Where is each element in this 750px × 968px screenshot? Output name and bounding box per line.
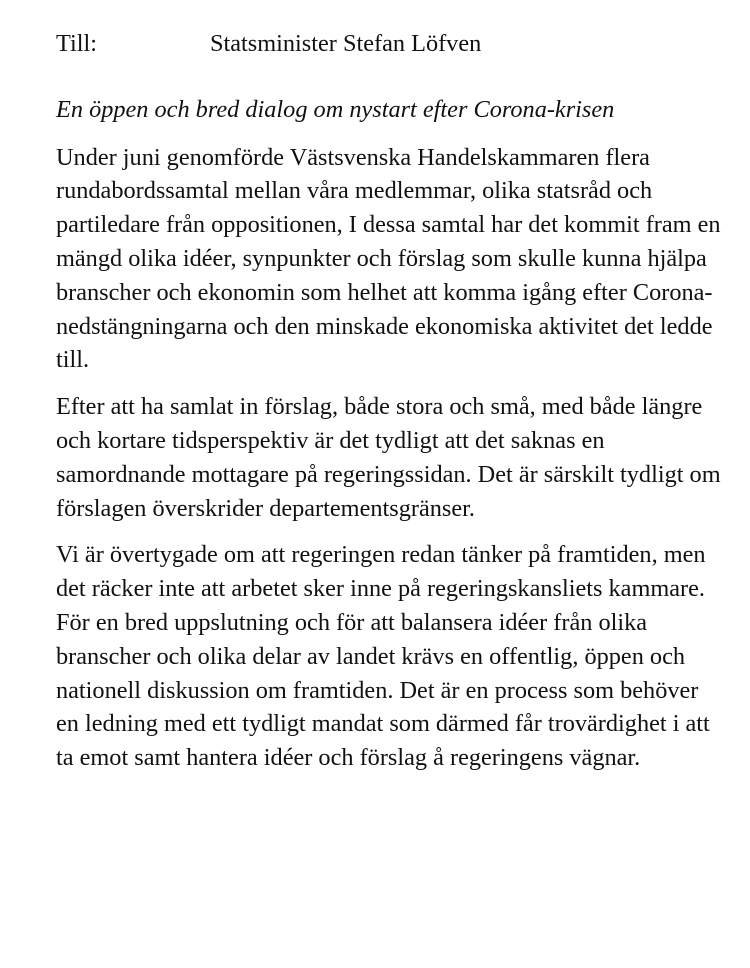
- body-paragraph-2: Efter att ha samlat in förslag, både stora och små, med både längre och kortare tidsperspektiv är det tydligt att det saknas en samordnande mottagare på regeringssidan. Det är särskilt tydligt om förslagen överskrider departementsgränser.: [56, 393, 721, 522]
- body-paragraph-1: Under juni genomförde Västsvenska Handelskammaren flera rundabordssamtal mellan våra medlemmar, olika statsråd och partiledare från oppositionen, I dessa samtal har det kommit fram en mängd olika idéer, synpunkter och förslag som skulle kunna hjälpa branscher och ekonomin som helhet att komma igång efter Corona-nedstängningarna och den minskade ekonomiska aktivitet det ledde till.: [56, 143, 721, 374]
- to-label: Till:: [56, 30, 97, 57]
- recipient-line: [56, 27, 726, 61]
- letter-subject: En öppen och bred dialog om nystart efter Corona-krisen: [56, 95, 615, 123]
- body-paragraph-3: Vi är övertygade om att regeringen redan tänker på framtiden, men det räcker inte att arbetet sker inne på regeringskansliets kammare. För en bred uppslutning och för att balansera idéer från olika branscher och olika delar av landet krävs en offentlig, öppen och nationell diskussion om framtiden. Det är en process som behöver en ledning med ett tydligt mandat som därmed får trovärdighet i att ta emot samt hantera idéer och förslag å regeringens vägnar.: [56, 541, 710, 772]
- recipient-name: Statsminister Stefan Löfven: [210, 30, 482, 57]
- letter-page: [56, 27, 726, 788]
